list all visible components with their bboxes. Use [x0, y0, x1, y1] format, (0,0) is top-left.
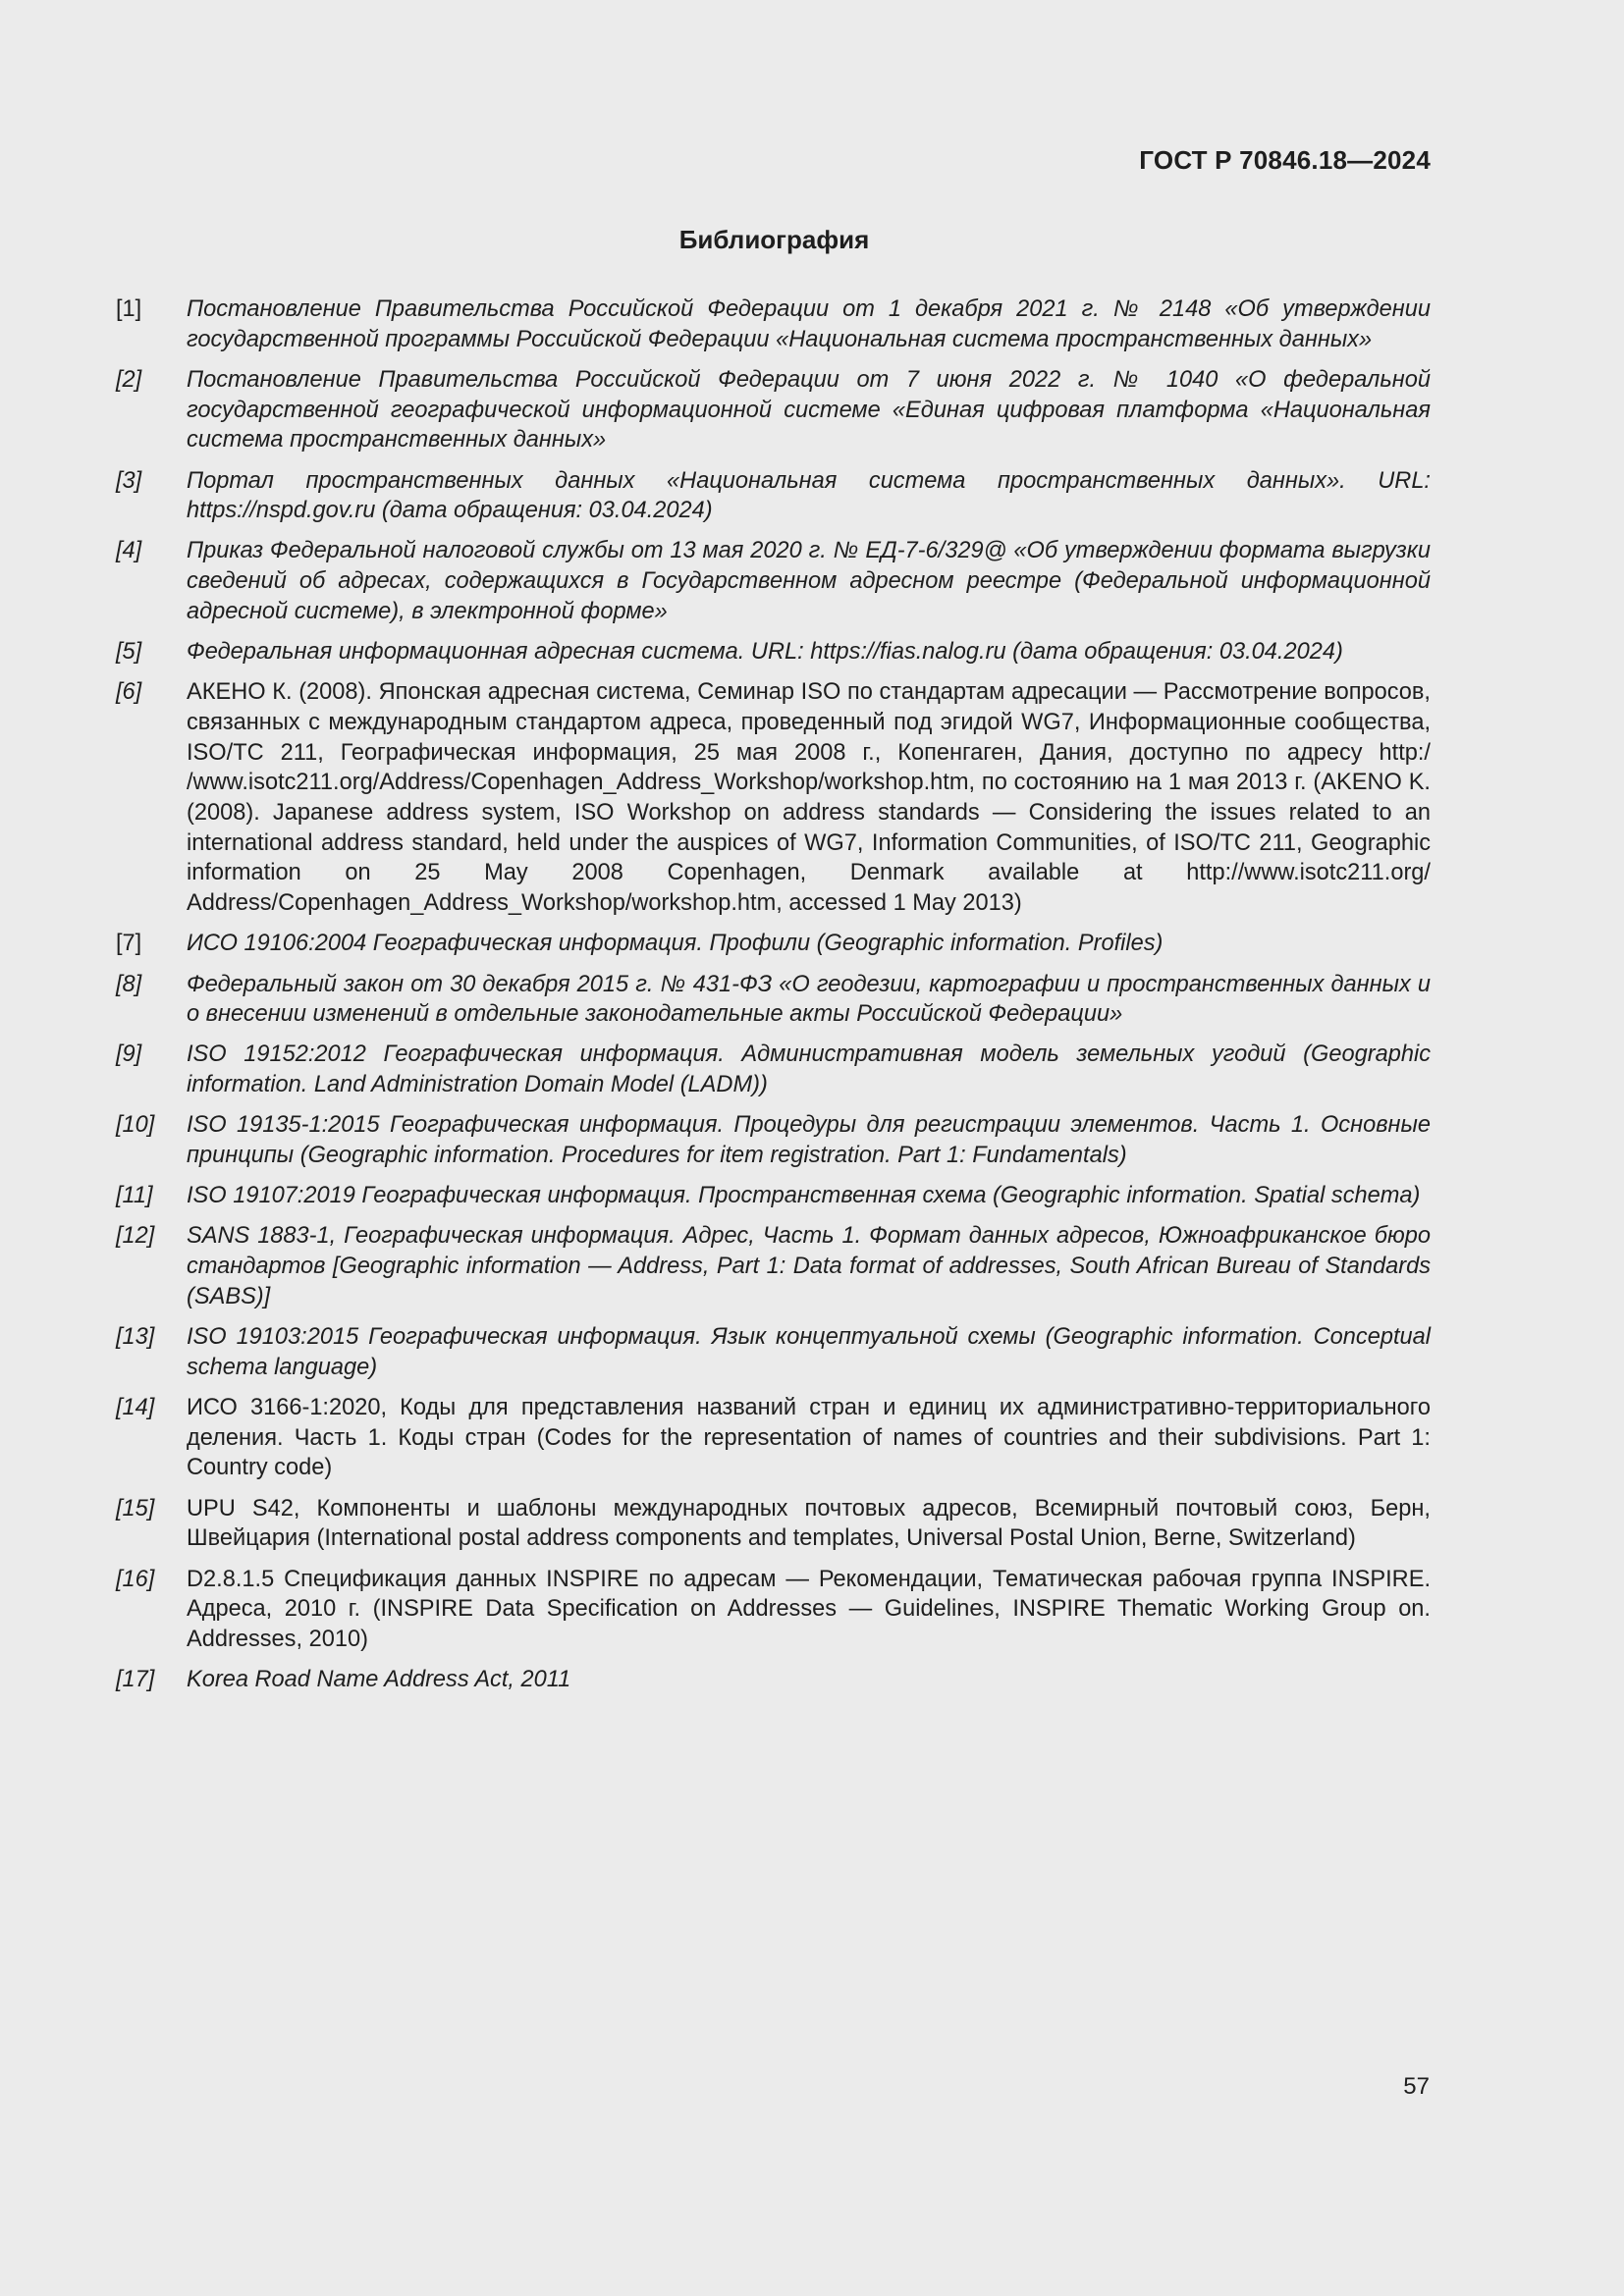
bibliography-entry-3	[116, 466, 1431, 526]
entry-text: Портал пространственных данных «Национальная система пространственных данных». URL: https://nspd.gov.ru (дата обращения: 03.04.2024)	[187, 467, 1431, 524]
entry-number: [5]	[116, 639, 142, 666]
bibliography-entry-14	[116, 1393, 1431, 1483]
bibliography-entry-2	[116, 365, 1431, 455]
entry-text: Федеральный закон от 30 декабря 2015 г. № 431-ФЗ «О геодезии, картографии и пространственных данных и о внесении изменений в отдельные законодательные акты Российской Федерации»	[187, 971, 1431, 1028]
bibliography-entry-10	[116, 1110, 1431, 1170]
bibliography-entry-9	[116, 1040, 1431, 1099]
bibliography-entry-8	[116, 970, 1431, 1030]
bibliography-entry-15	[116, 1494, 1431, 1554]
bibliography-entry-5	[116, 637, 1431, 667]
entry-text: ИСО 3166-1:2020, Коды для представления названий стран и единиц их административно-территориального деления. Часть 1. Коды стран (Codes for the representation of names of countries and their subdivisions. Part 1: Country code)	[187, 1395, 1431, 1481]
entry-number: [9]	[116, 1041, 142, 1068]
bibliography-list	[116, 294, 1431, 1705]
entry-text: Приказ Федеральной налоговой службы от 13 мая 2020 г. № ЕД-7-6/329@ «Об утверждении формата выгрузки сведений об адресах, содержащихся в Государственном адресном реестре (Федеральной информационной адресной системе), в электронной форме»	[187, 538, 1431, 624]
entry-text: АКЕНО К. (2008). Японская адресная система, Семинар ISO по стандартам адресации — Рассмотрение вопросов, связанных с международным стандартом адреса, проведенный под эгидой WG7, Информационные сообщества, ISO/TC 211, Географическая информация, 25 мая 2008 г., Копенгаген, Дания, доступно по адресу http:/ /www.isotc211.org/Address/Copenhagen_Address_Workshop/workshop.htm, по состоянию на 1 мая 2013 г. (AKENO K. (2008). Japanese address system, ISO Workshop on address standards — Considering the issues related to an international address standard, held under the auspices of WG7, Information Communities, of ISO/TC 211, Geographic information on 25 May 2008 Copenhagen, Denmark available at http://www.isotc211.org/ Address/Copenhagen_Address_Workshop/workshop.htm, accessed 1 May 2013)	[187, 679, 1431, 917]
entry-text: ISO 19135-1:2015 Географическая информация. Процедуры для регистрации элементов. Часть 1. Основные принципы (Geographic information. Procedures for item registration. Part 1: Fundamentals)	[187, 1112, 1431, 1169]
bibliography-entry-12	[116, 1221, 1431, 1311]
bibliography-entry-16	[116, 1565, 1431, 1655]
bibliography-entry-6	[116, 677, 1431, 919]
entry-text: Korea Road Name Address Act, 2011	[187, 1667, 571, 1693]
bibliography-entry-11	[116, 1181, 1431, 1211]
bibliography-entry-13	[116, 1322, 1431, 1382]
page-number: 57	[1403, 2073, 1430, 2100]
entry-number: [11]	[116, 1183, 153, 1209]
entry-number: [2]	[116, 366, 142, 393]
entry-text: D2.8.1.5 Спецификация данных INSPIRE по адресам — Рекомендации, Тематическая рабочая группа INSPIRE. Адреса, 2010 г. (INSPIRE Data Specification on Addresses — Guidelines, INSPIRE Thematic Working Group on. Addresses, 2010)	[187, 1566, 1431, 1652]
bibliography-entry-17	[116, 1665, 1431, 1695]
entry-number: [16]	[116, 1566, 155, 1592]
entry-number: [3]	[116, 467, 142, 494]
entry-number: [1]	[116, 296, 142, 322]
bibliography-entry-4	[116, 536, 1431, 626]
entry-text: Постановление Правительства Российской Федерации от 1 декабря 2021 г. № 2148 «Об утверждении государственной программы Российской Федерации «Национальная система пространственных данных»	[187, 296, 1431, 352]
entry-number: [4]	[116, 538, 142, 564]
entry-number: [7]	[116, 931, 142, 957]
entry-number: [14]	[116, 1395, 155, 1420]
entry-text: UPU S42, Компоненты и шаблоны международных почтовых адресов, Всемирный почтовый союз, Берн, Швейцария (International postal address components and templates, Universal Postal Union, Berne, Switzerland)	[187, 1495, 1431, 1552]
entry-text: ISO 19103:2015 Географическая информация. Язык концептуальной схемы (Geographic information. Conceptual schema language)	[187, 1324, 1431, 1380]
entry-number: [15]	[116, 1495, 155, 1522]
entry-number: [12]	[116, 1223, 155, 1250]
entry-number: [13]	[116, 1324, 155, 1351]
entry-text: Постановление Правительства Российской Федерации от 7 июня 2022 г. № 1040 «О федеральной государственной географической информационной системе «Единая цифровая платформа «Национальная система пространственных данных»	[187, 366, 1431, 454]
entry-number: [6]	[116, 679, 142, 706]
bibliography-entry-1	[116, 294, 1431, 354]
entry-text: ИСО 19106:2004 Географическая информация. Профили (Geographic information. Profiles)	[187, 931, 1164, 957]
section-title: Библиография	[678, 225, 870, 254]
entry-number: [8]	[116, 971, 142, 997]
entry-number: [17]	[116, 1667, 155, 1693]
bibliography-entry-7	[116, 929, 1431, 959]
entry-text: ISO 19152:2012 Географическая информация. Административная модель земельных угодий (Geographic information. Land Administration Domain Model (LADM))	[187, 1041, 1431, 1098]
entry-text: Федеральная информационная адресная система. URL: https://fias.nalog.ru (дата обращения: 03.04.2024)	[187, 639, 1343, 666]
entry-text: ISO 19107:2019 Географическая информация. Пространственная схема (Geographic information. Spatial schema)	[187, 1183, 1421, 1209]
document-code: ГОСТ Р 70846.18—2024	[1139, 145, 1431, 175]
entry-number: [10]	[116, 1112, 155, 1139]
entry-text: SANS 1883-1, Географическая информация. Адрес, Часть 1. Формат данных адресов, Южноафриканское бюро стандартов [Geographic information — Address, Part 1: Data format of addresses, South African Bureau of Standards (SABS)]	[187, 1223, 1431, 1309]
